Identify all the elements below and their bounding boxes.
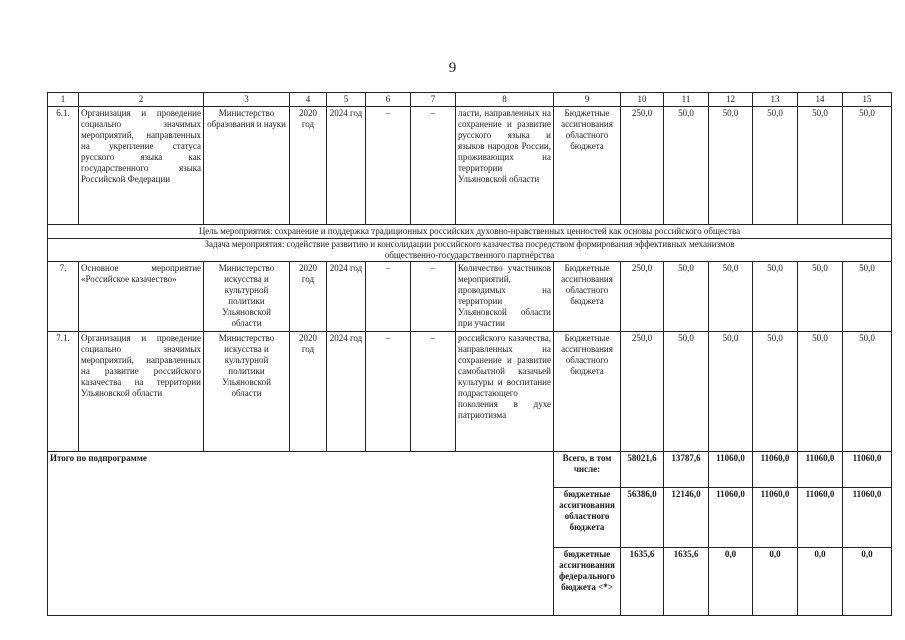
start-year: 2020 год: [290, 107, 327, 225]
table-row-7: [48, 262, 892, 332]
totals-value: 0,0: [709, 548, 753, 616]
column-number: 14: [798, 93, 843, 107]
totals-value: 11060,0: [843, 488, 892, 548]
dash-cell: –: [366, 332, 411, 452]
dash-cell: –: [366, 107, 411, 225]
executor: Министерство искусства и культурной политики Ульяновской области: [204, 262, 290, 332]
totals-value: 11060,0: [798, 452, 843, 488]
value-2020: 50,0: [664, 262, 709, 332]
dash-cell: –: [411, 107, 456, 225]
totals-value: 1635,6: [664, 548, 709, 616]
value-2020: 50,0: [664, 332, 709, 452]
totals-value: 11060,0: [798, 488, 843, 548]
measure-name: Организация и проведение социально значимых мероприятий, направленных на развитие российского казачества на территории Ульяновской области: [79, 332, 204, 452]
start-year: 2020 год: [290, 262, 327, 332]
totals-value: 58021,6: [621, 452, 664, 488]
value-2021: 50,0: [709, 332, 753, 452]
column-number: 2: [79, 93, 204, 107]
end-year: 2024 год: [327, 107, 366, 225]
executor: Министерство образования и науки: [204, 107, 290, 225]
totals-label: Итого по подпрограмме: [48, 452, 554, 616]
column-number: 11: [664, 93, 709, 107]
indicator: ласти, направленных на сохранение и развитие русского языка и языков народов России, проживающих на территории Ульяновской области: [456, 107, 554, 225]
value-2024: 50,0: [843, 262, 892, 332]
totals-value: 0,0: [753, 548, 798, 616]
dash-cell: –: [366, 262, 411, 332]
column-number: 5: [327, 93, 366, 107]
column-number: 12: [709, 93, 753, 107]
task-row: [48, 239, 892, 262]
executor: Министерство искусства и культурной политики Ульяновской области: [204, 332, 290, 452]
totals-line-label: Всего, в том числе:: [554, 452, 621, 488]
dash-cell: –: [411, 262, 456, 332]
value-2021: 50,0: [709, 262, 753, 332]
start-year: 2020 год: [290, 332, 327, 452]
column-number: 15: [843, 93, 892, 107]
totals-row-all: [48, 452, 892, 488]
column-number: 6: [366, 93, 411, 107]
totals-value: 1635,6: [621, 548, 664, 616]
row-number: 6.1.: [48, 107, 79, 225]
totals-line-label: бюджетные ассигнования областного бюджета: [554, 488, 621, 548]
end-year: 2024 год: [327, 262, 366, 332]
totals-value: 0,0: [798, 548, 843, 616]
totals-value: 56386,0: [621, 488, 664, 548]
column-number: 13: [753, 93, 798, 107]
totals-value: 12146,0: [664, 488, 709, 548]
value-2024: 50,0: [843, 107, 892, 225]
goal-row: [48, 225, 892, 239]
column-number: 8: [456, 93, 554, 107]
value-2023: 50,0: [798, 332, 843, 452]
row-number: 7.: [48, 262, 79, 332]
measure-name: Организация и проведение социально значимых мероприятий, направленных на укрепление статуса русского языка как государственного языка Российской Федерации: [79, 107, 204, 225]
totals-value: 11060,0: [709, 488, 753, 548]
value-2020: 50,0: [664, 107, 709, 225]
value-total: 250,0: [621, 262, 664, 332]
value-2022: 50,0: [753, 107, 798, 225]
indicator: российского казачества, направленных на сохранение и развитие самобытной казачьей культуры и воспитание подрастающего поколения в духе патриотизма: [456, 332, 554, 452]
totals-value: 11060,0: [753, 488, 798, 548]
totals-value: 13787,6: [664, 452, 709, 488]
table-row-7-1: [48, 332, 892, 452]
funding-source: Бюджетные ассигнования областного бюджета: [554, 332, 621, 452]
row-number: 7.1.: [48, 332, 79, 452]
end-year: 2024 год: [327, 332, 366, 452]
value-2024: 50,0: [843, 332, 892, 452]
totals-line-label: бюджетные ассигнования федерального бюджета <*>: [554, 548, 621, 616]
column-number: 9: [554, 93, 621, 107]
totals-value: 11060,0: [753, 452, 798, 488]
value-total: 250,0: [621, 332, 664, 452]
funding-source: Бюджетные ассигнования областного бюджета: [554, 107, 621, 225]
value-2021: 50,0: [709, 107, 753, 225]
value-2023: 50,0: [798, 262, 843, 332]
indicator: Количество участников мероприятий, проводимых на территории Ульяновской области при участии: [456, 262, 554, 332]
funding-source: Бюджетные ассигнования областного бюджета: [554, 262, 621, 332]
totals-value: 11060,0: [843, 452, 892, 488]
totals-value: 0,0: [843, 548, 892, 616]
totals-value: 11060,0: [709, 452, 753, 488]
task-text: Задача мероприятия: содействие развитию и консолидации российского казачества посредством формирования эффективных механизмов общественно-государственного партнёрства: [48, 239, 892, 262]
value-2022: 50,0: [753, 262, 798, 332]
dash-cell: –: [411, 332, 456, 452]
column-number: 7: [411, 93, 456, 107]
column-number: 3: [204, 93, 290, 107]
value-2023: 50,0: [798, 107, 843, 225]
column-number: 1: [48, 93, 79, 107]
column-number: 4: [290, 93, 327, 107]
program-table: [47, 92, 892, 616]
column-number-row: [48, 93, 892, 107]
column-number: 10: [621, 93, 664, 107]
value-total: 250,0: [621, 107, 664, 225]
goal-text: Цель мероприятия: сохранение и поддержка традиционных российских духовно-нравственных ценностей как основы российского общества: [48, 225, 892, 239]
table-row-6-1: [48, 107, 892, 225]
value-2022: 50,0: [753, 332, 798, 452]
page-number: 9: [448, 60, 457, 76]
measure-name: Основное мероприятие «Российское казачество»: [79, 262, 204, 332]
